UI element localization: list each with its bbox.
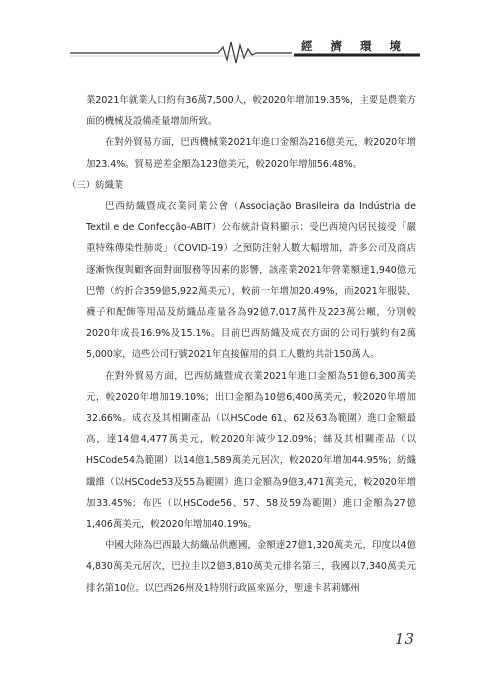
body-paragraph: 中國大陸為巴西最大紡織品供應國，金額達27億1,320萬美元，印度以4億4,830萬美元居次，巴拉圭以2億3,810萬美元排名第三，我國以7,340萬美元排名第10位。以巴西26州及1特別行政區來區分，聖達卡茗莉娜州	[86, 540, 416, 594]
body-paragraph: 業2021年就業人口約有36萬7,500人，較2020年增加19.35%，主要是農業方面的機械及設備產量增加所致。	[86, 95, 416, 128]
body-paragraph: 在對外貿易方面，巴西機械業2021年進口金額為216億美元，較2020年增加23.4%。貿易逆差金額為123億美元，較2020年增加56.48%。	[86, 137, 416, 170]
page-body	[67, 90, 416, 599]
body-paragraph: 在對外貿易方面，巴西紡織暨成衣業2021年進口金額為51億6,300萬美元，較2020年增加19.10%；出口金額為10億6,400萬美元，較2020年增加32.66%。成衣及其相關產品（以HSCode 61、62及63為範圍）進口金額最高，達14億4,477萬美元，較2020年減少12.09%；絲及其相關產品（以HSCode54為範圍）以14億1,589萬美元居次，較2020年增加44.95%；紡織纖維（以HSCode53及55為範圍）進口金額為9億3,471萬美元，較2020年增加33.45%；布匹（以HSCode56、57、58及59為範圍）進口金額為27億1,406萬美元，較2020年增加40.19%。	[86, 370, 416, 531]
page-header	[70, 36, 420, 66]
header-title: 經 濟 環 境	[300, 39, 408, 53]
page-number: 13	[394, 630, 414, 648]
body-paragraph: 巴西紡織暨成衣業同業公會（Associação Brasileira da Indústria de Textil e de Confecção-ABIT）公布統計資料顯示：受巴西境內居民接受「嚴重特殊傳染性肺炎」（COVID-19）之預防注射人數大幅增加，許多公司及商店逐漸恢復與顧客面對面服務等因素的影響，該產業2021年營業額達1,940億元巴幣（約折合359億5,922萬美元），較前一年增加20.49%，而2021年服裝、襪子和配飾等用品及紡織品產量各為92億7,017萬件及223萬公噸，分別較2020年成長16.9%及15.1%。目前巴西紡織及成衣方面的公司行號約有2萬5,000家，這些公司行號2021年直接僱用的員工人數約共計150萬人。	[86, 201, 416, 361]
section-heading: （三）紡織業	[67, 179, 124, 191]
